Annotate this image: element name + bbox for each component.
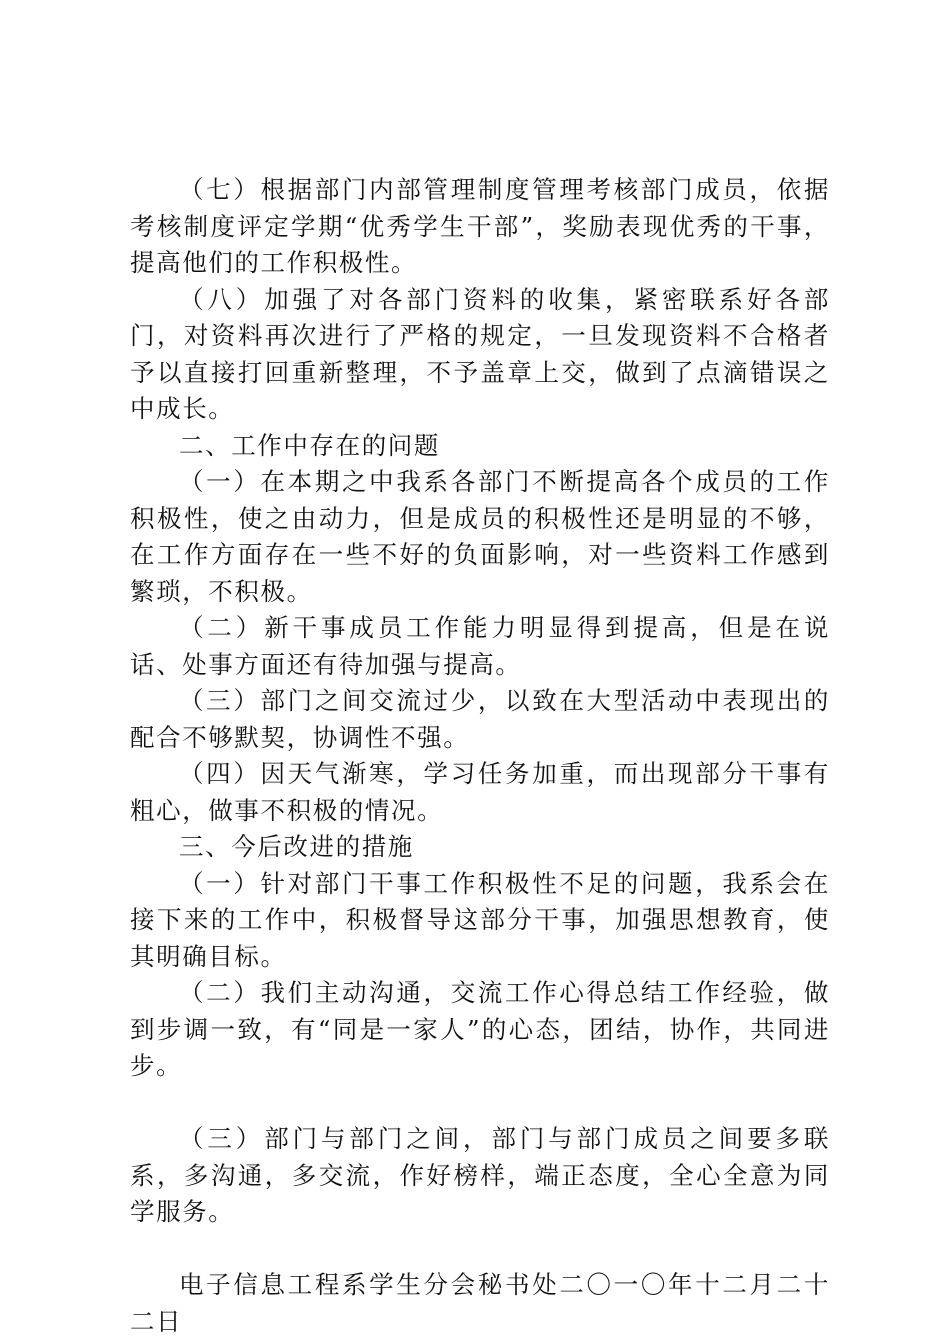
document-body: [130, 172, 830, 1340]
blank-line: [130, 1085, 830, 1122]
paragraph-8: （八）加强了对各部门资料的收集，紧密联系好各部门，对资料再次进行了严格的规定，一旦发现资料不合格者予以直接打回重新整理，不予盖章上交，做到了点滴错误之中成长。: [130, 284, 830, 423]
problem-item-1: （一）在本期之中我系各部门不断提高各个成员的工作积极性，使之由动力，但是成员的积极性还是明显的不够，在工作方面存在一些不好的负面影响，对一些资料工作感到繁琐，不积极。: [130, 467, 830, 606]
paragraph-7: （七）根据部门内部管理制度管理考核部门成员，依据考核制度评定学期“优秀学生干部”，奖励表现优秀的干事，提高他们的工作积极性。: [130, 175, 830, 277]
blank-line: [130, 1231, 830, 1268]
section-heading-improvements: 三、今后改进的措施: [179, 832, 414, 861]
problem-item-4: （四）因天气渐寒，学习任务加重，而出现部分干事有粗心，做事不积极的情况。: [130, 759, 830, 825]
problem-item-2: （二）新干事成员工作能力明显得到提高，但是在说话、处事方面还有待加强与提高。: [130, 613, 830, 679]
problem-item-3: （三）部门之间交流过少，以致在大型活动中表现出的配合不够默契，协调性不强。: [130, 686, 830, 752]
improvement-item-1: （一）针对部门干事工作积极性不足的问题，我系会在接下来的工作中，积极督导这部分干事，加强思想教育，使其明确目标。: [130, 868, 830, 971]
improvement-item-2: （二）我们主动沟通，交流工作心得总结工作经验，做到步调一致，有“同是一家人”的心态，团结，协作，共同进步。: [130, 978, 830, 1080]
section-heading-problems: 二、工作中存在的问题: [179, 430, 440, 460]
signature-line: 电子信息工程系学生分会秘书处二〇一〇年十二月二十二日: [130, 1270, 830, 1336]
improvement-item-3: （三）部门与部门之间，部门与部门成员之间要多联系，多沟通，多交流，作好榜样，端正态度，全心全意为同学服务。: [130, 1124, 830, 1226]
